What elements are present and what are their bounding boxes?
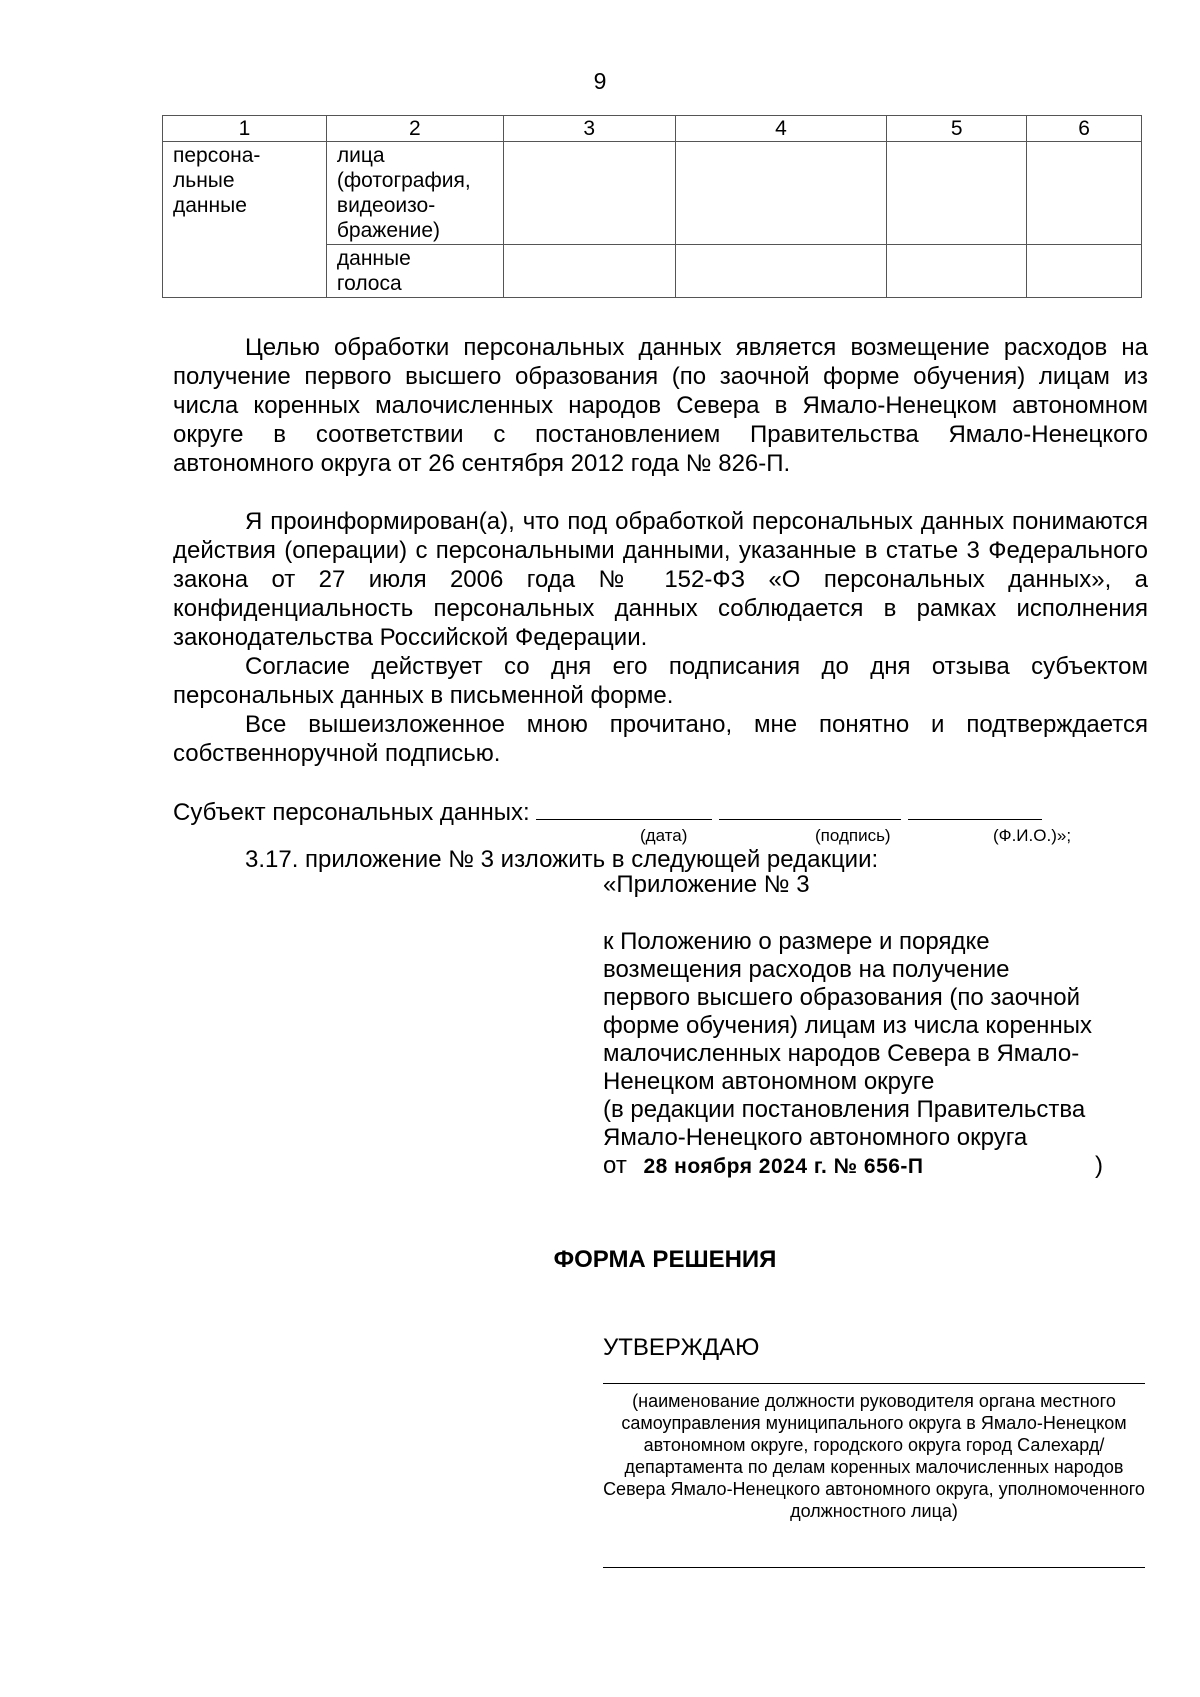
table-cell [1027,245,1142,298]
appendix-line: форме обучения) лицам из числа коренных [603,1012,1092,1039]
signature-caption: (подпись) [815,826,891,845]
signature-blank [719,799,901,820]
official-note: (наименование должности руководителя органа местного самоуправления муниципального округа в Ямало-Ненецком автономном округе, городского округа город Салехард/департамента по делам коренных малочисленных народов Севера Ямало-Ненецкого автономного округа, уполномоченного должностного лица) [603,1391,1145,1521]
appendix-line: малочисленных народов Севера в Ямало- [603,1040,1080,1067]
appendix-line: Ямало-Ненецкого автономного округа [603,1124,1028,1151]
appendix-line: к Положению о размере и порядке [603,928,990,955]
table-header-cell: 4 [675,116,887,142]
paragraph-confirmation: Все вышеизложенное мною прочитано, мне понятно и подтверждается собственноручной подписью. [173,711,1148,767]
signature-label: Субъект персональных данных: [173,799,530,826]
table-cell-type: лица (фотография, видеоизо- бражение) [326,142,503,245]
decree-from: от [603,1152,627,1179]
appendix-line: Ненецком автономном округе [603,1068,935,1095]
signature-line [173,798,1042,827]
approve-rule-top [603,1383,1145,1384]
table-header-cell: 6 [1027,116,1142,142]
table-row [163,142,1142,245]
paragraph-consent-validity: Согласие действует со дня его подписания до дня отзыва субъектом персональных данных в письменной форме. [173,653,1148,709]
name-caption: (Ф.И.О.)»; [993,826,1072,845]
table-cell-type: данные голоса [326,245,503,298]
table-cell [503,142,675,245]
page-number: 9 [593,68,607,94]
date-blank [536,799,712,820]
table-cell [675,142,887,245]
form-title: ФОРМА РЕШЕНИЯ [553,1246,777,1273]
appendix-title [603,871,1143,899]
personal-data-table [162,115,1142,298]
table-header-cell: 3 [503,116,675,142]
appendix-line: первого высшего образования (по заочной [603,984,1081,1011]
appendix-reference [603,928,1143,1181]
amendment-item: 3.17. приложение № 3 изложить в следующей редакции: [245,846,879,873]
paragraph-purpose: Целью обработки персональных данных является возмещение расходов на получение первого высшего образования (по заочной форме обучения) лицам из числа коренных малочисленных народов Севера в Ямало-Ненецком автономном округе в соответствии с постановлением Правительства Ямало-Ненецкого автономного округа от 26 сентября 2012 года № 826-П. [173,334,1148,477]
table-cell [503,245,675,298]
table-cell [887,245,1027,298]
decree-closing-paren: ) [1095,1152,1103,1179]
table-cell [1027,142,1142,245]
table-cell [887,142,1027,245]
table-header-cell: 1 [163,116,327,142]
table-cell [675,245,887,298]
decree-line [603,1152,1143,1181]
date-caption: (дата) [640,826,688,845]
appendix-line: (в редакции постановления Правительства [603,1096,1086,1123]
approve-rule-bottom [603,1567,1145,1568]
decree-stamp: 28 ноября 2024 г. № 656-П [643,1155,924,1178]
name-blank [908,799,1042,820]
appendix-heading: «Приложение № 3 [603,871,810,898]
table-header-row [163,116,1142,142]
paragraph-informed: Я проинформирован(а), что под обработкой персональных данных понимаются действия (операции) с персональными данными, указанные в статье 3 Федерального закона от 27 июля 2006 года № 152-ФЗ «О персональных данных», а конфиденциальность персональных данных соблюдается в рамках исполнения законодательства Российской Федерации. [173,508,1148,651]
appendix-line: возмещения расходов на получение [603,956,1010,983]
table-header-cell: 5 [887,116,1027,142]
table-cell-category: персона- льные данные [163,142,327,298]
table-header-cell: 2 [326,116,503,142]
approve-heading: УТВЕРЖДАЮ [603,1334,760,1361]
